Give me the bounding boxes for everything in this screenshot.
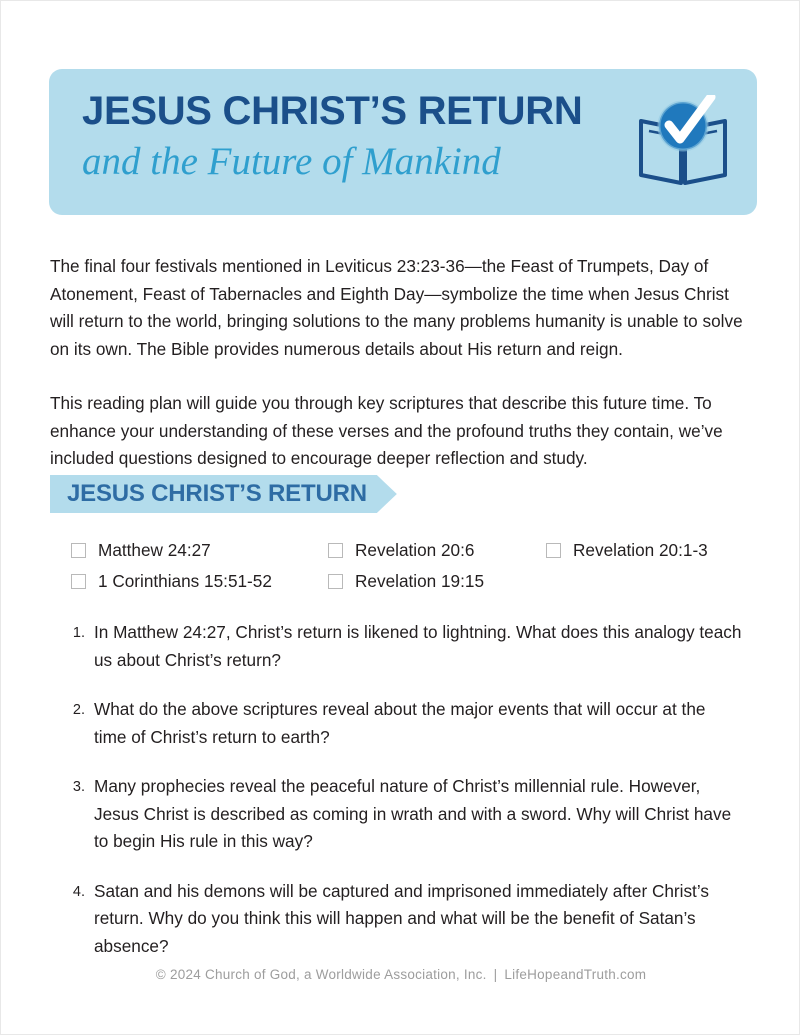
question-text: What do the above scriptures reveal about the major events that will occur at the time of Christ’s return to earth?: [94, 699, 706, 747]
question-number: 2.: [72, 702, 85, 718]
section-banner-arrow-tip: [377, 475, 397, 513]
page-title: JESUS CHRIST’S RETURN: [82, 89, 583, 133]
question-item: [71, 773, 761, 856]
checkbox-icon[interactable]: [546, 543, 561, 558]
scripture-checkbox-item[interactable]: [546, 538, 761, 562]
scripture-label: Revelation 20:1-3: [573, 540, 708, 560]
website-link[interactable]: LifeHopeandTruth.com: [504, 967, 647, 982]
checkbox-icon[interactable]: [328, 543, 343, 558]
checkbox-icon[interactable]: [71, 574, 86, 589]
question-text: Satan and his demons will be captured and imprisoned immediately after Christ’s return. Why do you think this will happen and what will be the benefit of Satan’s absence?: [94, 880, 709, 956]
open-book-with-checkmark-icon: [635, 95, 731, 187]
scripture-row: [71, 569, 761, 593]
question-number: 4.: [72, 883, 85, 900]
checkbox-icon[interactable]: [328, 574, 343, 589]
intro-paragraph-1: The final four festivals mentioned in Leviticus 23:23-36—the Feast of Trumpets, Day of Atonement, Feast of Tabernacles and Eighth Day—symbolize the time when Jesus Christ will return to the world, bringing solutions to the many problems humanity is unable to solve on its own. The Bible provides numerous details about His return and reign.: [50, 256, 743, 359]
copyright-text: © 2024 Church of God, a Worldwide Association, Inc.: [155, 967, 487, 982]
scripture-checklist: [71, 538, 761, 600]
question-number: 3.: [72, 779, 85, 795]
scripture-label: Revelation 20:6: [355, 540, 475, 560]
intro-paragraph-2: This reading plan will guide you through key scriptures that describe this future time. To enhance your understanding of these verses and the profound truths they contain, we’ve included questions designed to encourage deeper reflection and study.: [50, 393, 723, 468]
scripture-label: Revelation 19:15: [355, 571, 484, 591]
scripture-checkbox-item[interactable]: [71, 538, 328, 562]
header-text-block: [82, 87, 642, 187]
page-subtitle: and the Future of Mankind: [82, 140, 501, 183]
question-item: [71, 878, 761, 961]
section-banner: [50, 475, 397, 513]
scripture-row: [71, 538, 761, 562]
questions-list: [71, 619, 761, 960]
scripture-checkbox-item[interactable]: [71, 569, 328, 593]
question-text: Many prophecies reveal the peaceful nature of Christ’s millennial rule. However, Jesus Christ is described as coming in wrath and with a sword. Why will Christ have to begin His rule in this way?: [94, 776, 732, 851]
question-number: 1.: [72, 625, 85, 641]
header-banner: [49, 69, 757, 215]
footer-separator: |: [493, 967, 498, 982]
page-footer: [1, 967, 800, 982]
question-item: [71, 619, 761, 674]
scripture-label: 1 Corinthians 15:51-52: [98, 571, 272, 591]
section-banner-body: [50, 475, 377, 513]
scripture-checkbox-item[interactable]: [328, 538, 546, 562]
checkbox-icon[interactable]: [71, 543, 86, 558]
section-banner-label: JESUS CHRIST’S RETURN: [67, 480, 367, 507]
question-item: [71, 696, 761, 751]
scripture-checkbox-item[interactable]: [328, 569, 546, 593]
introduction-section: [50, 253, 754, 473]
question-text: In Matthew 24:27, Christ’s return is likened to lightning. What does this analogy teach us about Christ’s return?: [94, 622, 742, 670]
scripture-label: Matthew 24:27: [98, 540, 211, 560]
